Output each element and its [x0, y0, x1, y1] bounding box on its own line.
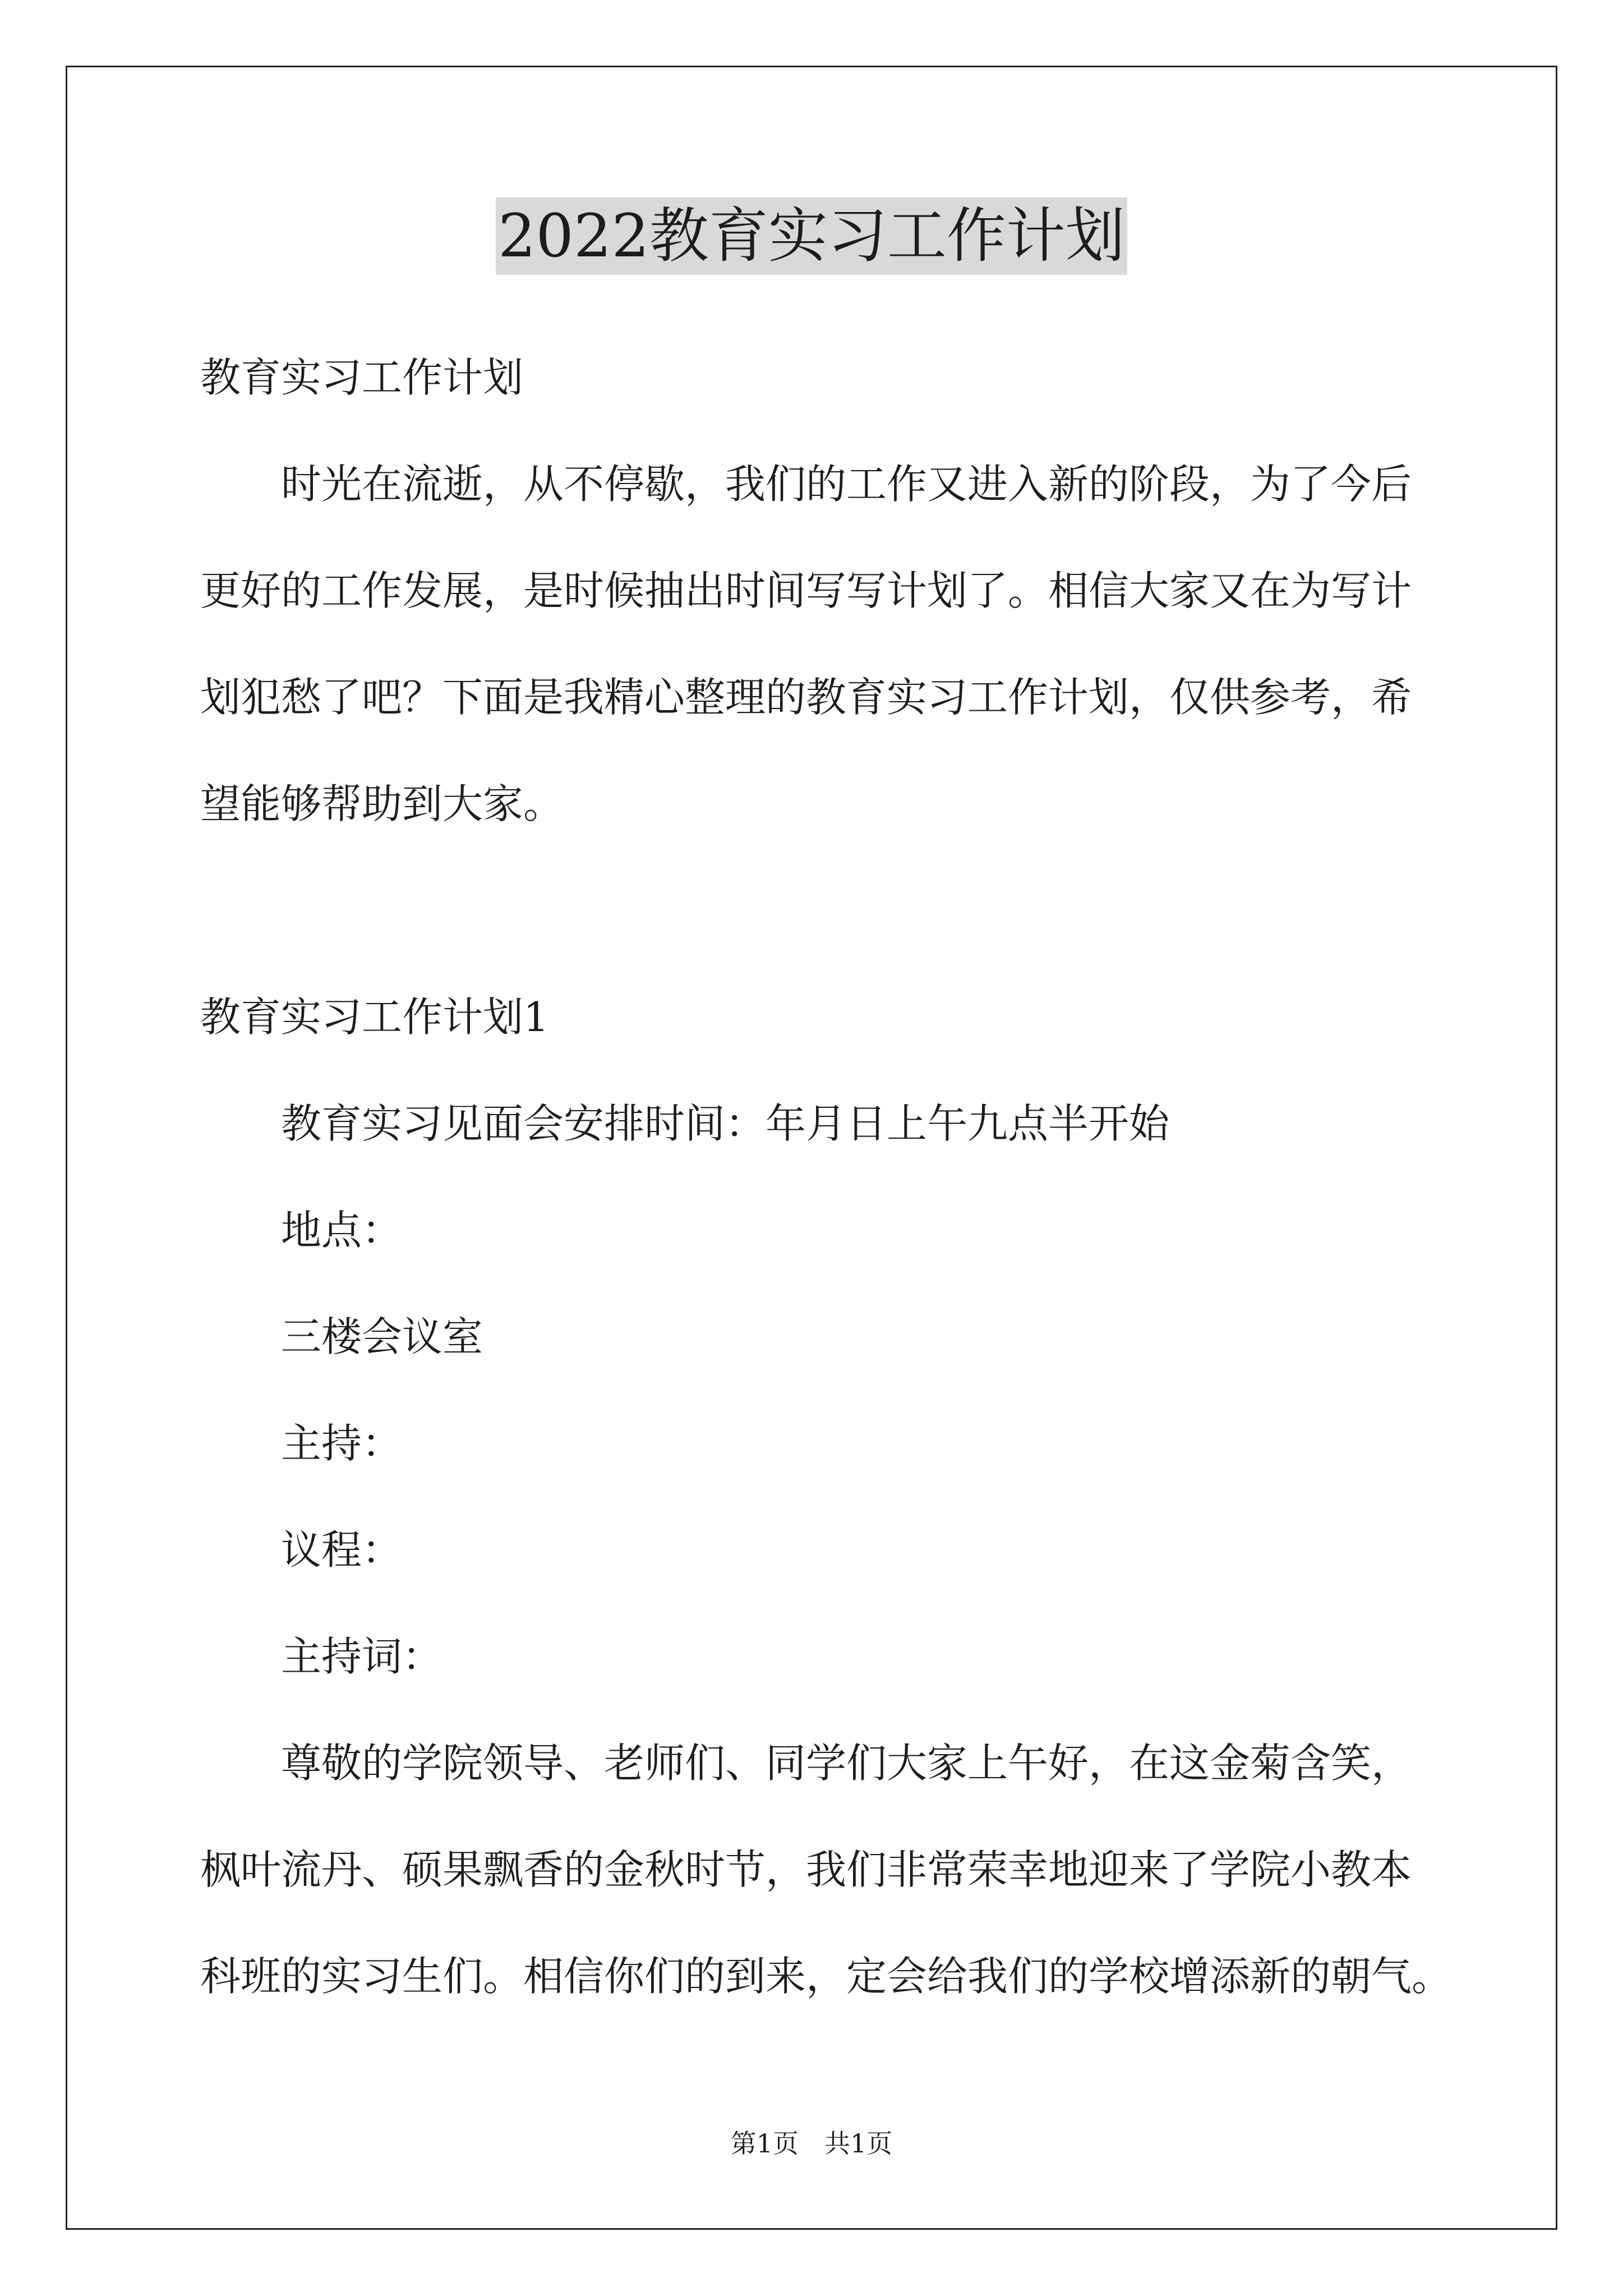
- speech-line: 科班的实习生们。相信你们的到来，定会给我们的学校增添新的朝气。: [200, 1953, 1453, 2000]
- speech-line: 尊敬的学院领导、老师们、同学们大家上午好，在这金菊含笑，: [281, 1740, 1412, 1787]
- document-heading: 教育实习工作计划: [200, 354, 524, 401]
- title-container: [66, 197, 1557, 275]
- section-item: 教育实习见面会安排时间：年月日上午九点半开始: [281, 1100, 1170, 1147]
- intro-line: 更好的工作发展，是时候抽出时间写写计划了。相信大家又在为写计: [200, 567, 1412, 614]
- intro-line: 划犯愁了吧？下面是我精心整理的教育实习工作计划，仅供参考，希: [200, 674, 1412, 721]
- section-item: 三楼会议室: [281, 1313, 483, 1360]
- page-footer: 第1页 共1页: [730, 2128, 893, 2159]
- section-item: 主持：: [281, 1420, 403, 1467]
- document-title: 2022教育实习工作计划: [496, 197, 1127, 275]
- section-item: 地点：: [281, 1207, 403, 1254]
- section-item: 议程：: [281, 1526, 403, 1573]
- intro-line: 时光在流逝，从不停歇，我们的工作又进入新的阶段，为了今后: [281, 461, 1412, 508]
- blank-line: [200, 857, 1507, 964]
- section-heading: 教育实习工作计划1: [200, 993, 549, 1041]
- intro-line: 望能够帮助到大家。: [200, 780, 564, 827]
- document-body: [200, 324, 1507, 2030]
- speech-line: 枫叶流丹、硕果飘香的金秋时节，我们非常荣幸地迎来了学院小教本: [200, 1846, 1412, 1893]
- section-item: 主持词：: [281, 1633, 443, 1680]
